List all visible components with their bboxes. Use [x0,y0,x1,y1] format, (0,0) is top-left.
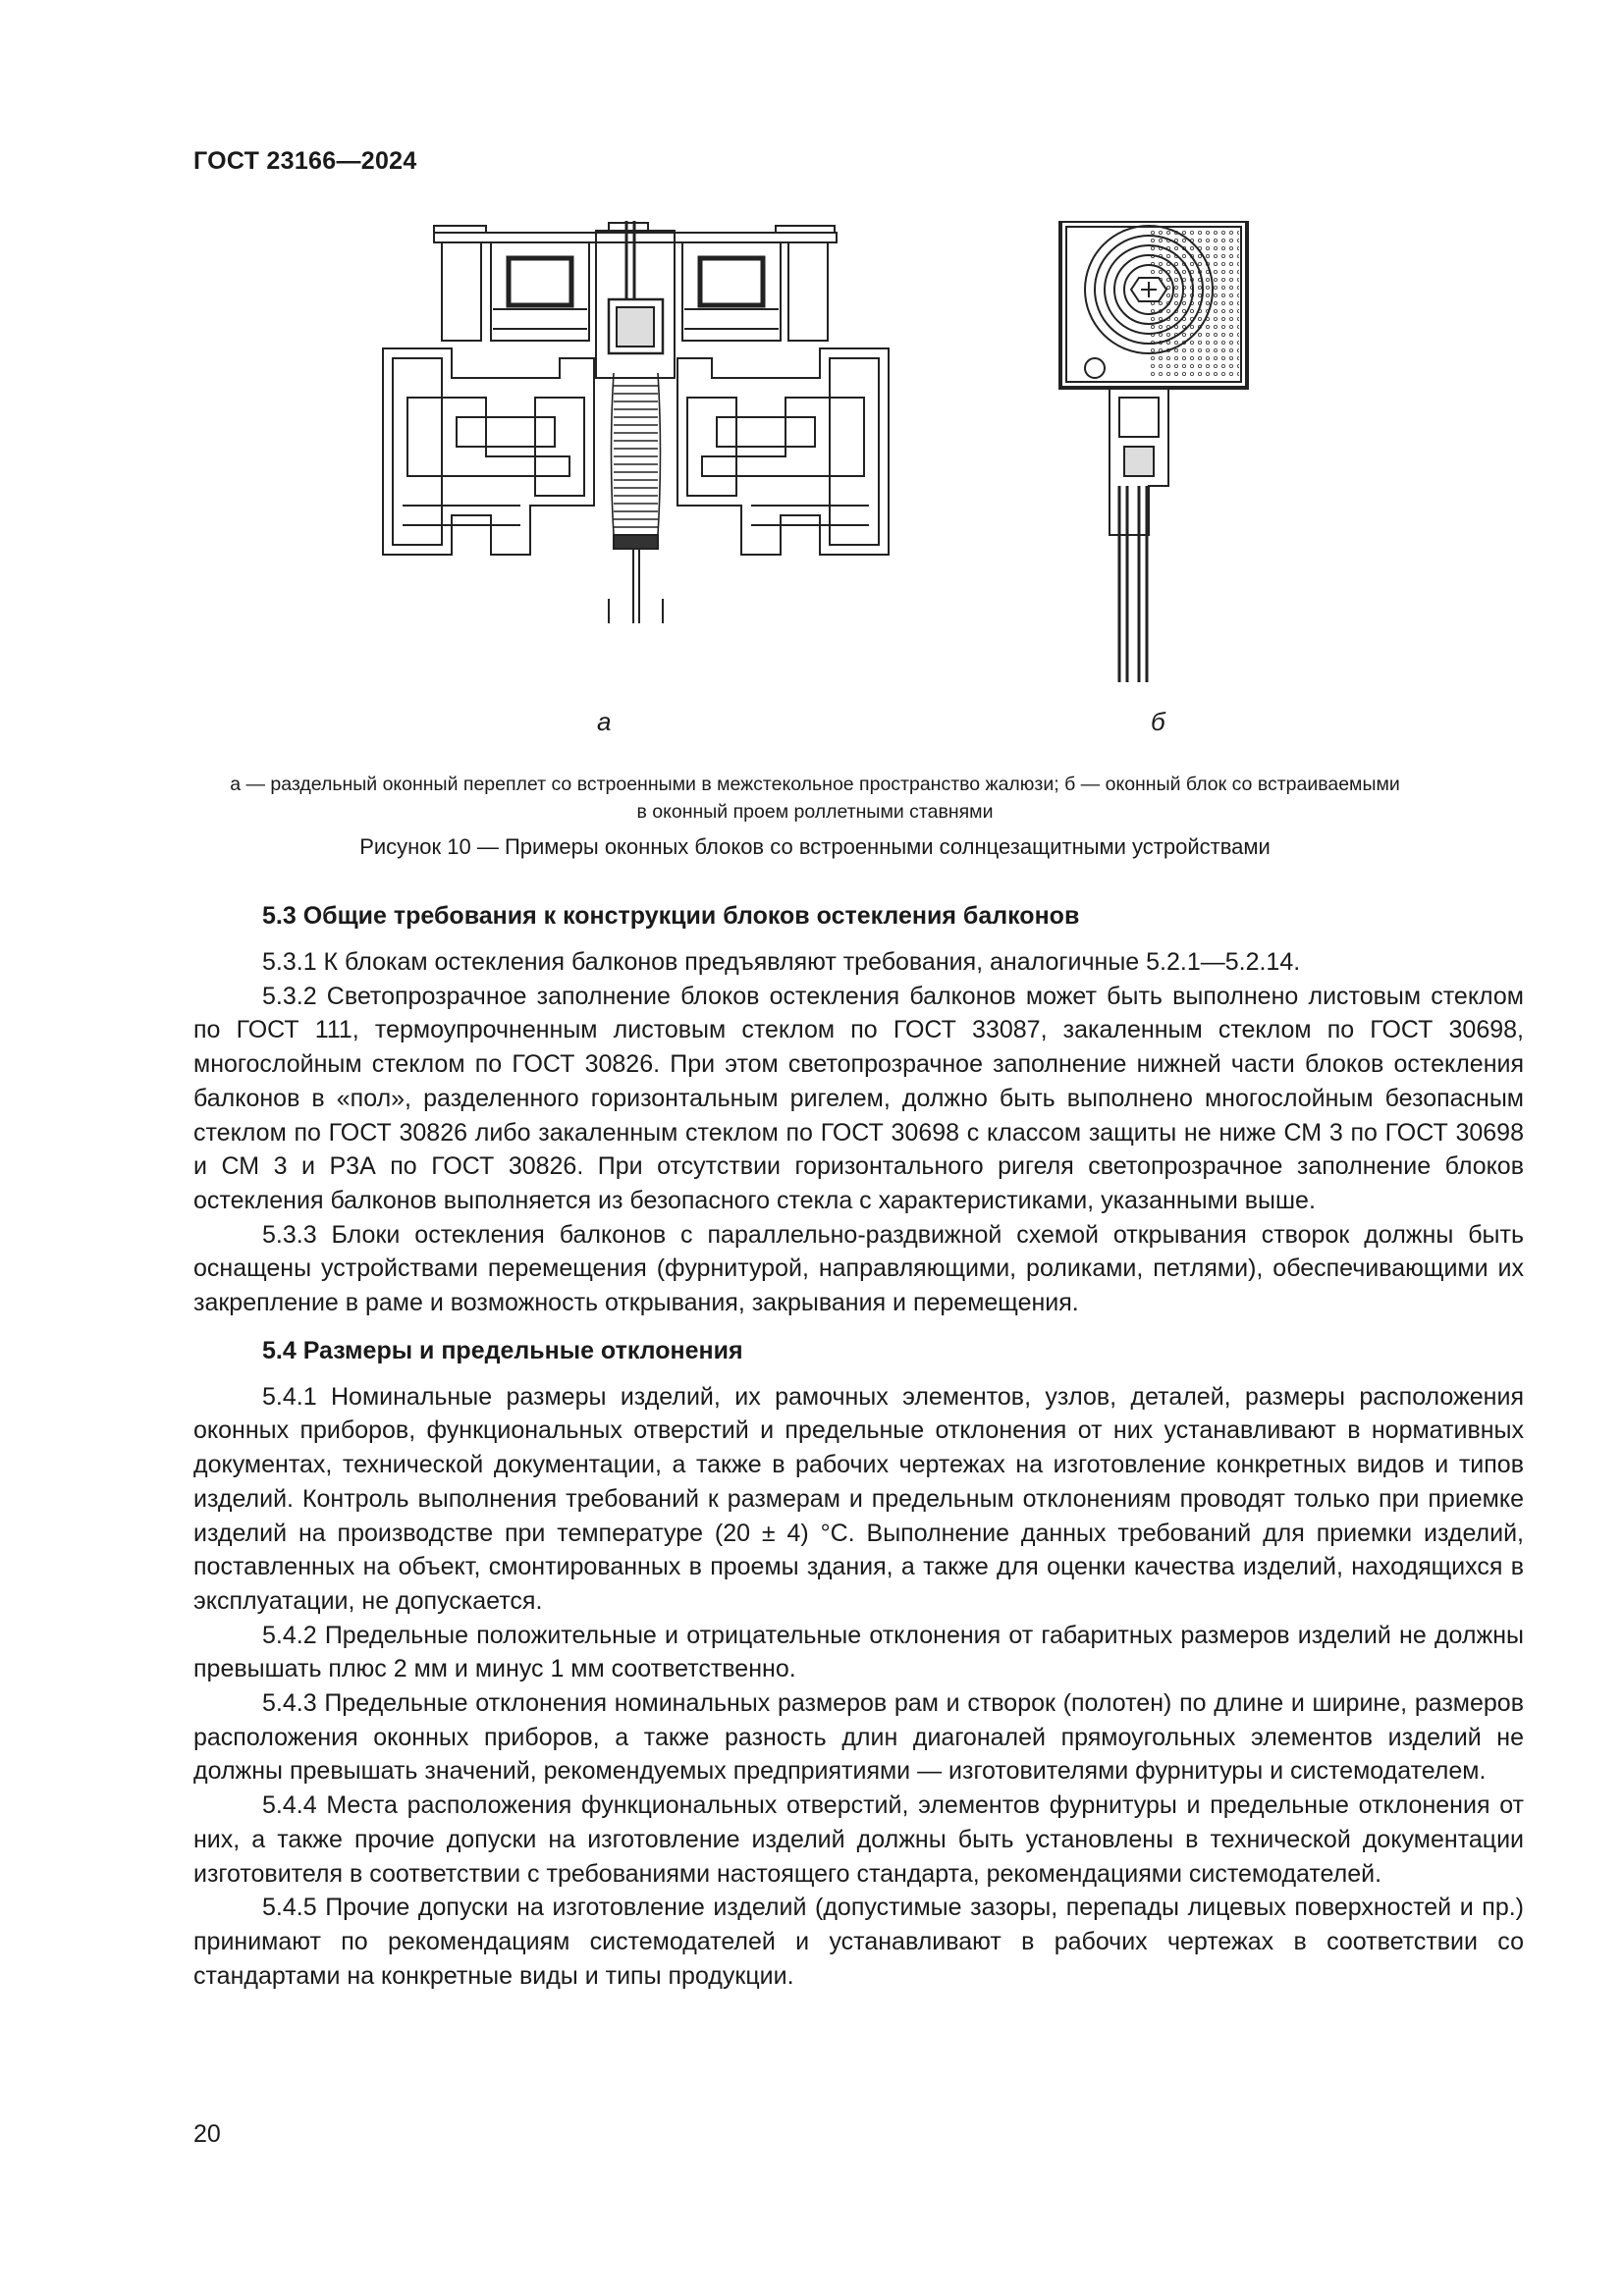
page-number: 20 [193,2120,221,2148]
paragraph-5-4-5: 5.4.5 Прочие допуски на изготовление изделий (допустимые зазоры, перепады лицевых поверхностей и пр.) принимают по рекомендациям системодателей и устанавливают в рабочих чертежах в соответствии со стандартами на конкретные виды и типы продукции. [193,1894,1524,1990]
figure-note-line-2: в оконный проем роллетными ставнями [636,801,994,823]
document-body [193,899,1524,1993]
paragraph-5-4-4: 5.4.4 Места расположения функциональных отверстий, элементов фурнитуры и предельные отклонения от них, а также прочие допуски на изготовление изделий должны быть установлены в технической документации изготовителя в соответствии с требованиями настоящего стандарта, рекомендациями системодателей. [193,1791,1524,1888]
figure-title: Рисунок 10 — Примеры оконных блоков со встроенными солнцезащитными устройствами [359,834,1271,859]
section-5-4-heading: 5.4 Размеры и предельные отклонения [262,1336,743,1364]
paragraph-5-3-1: 5.3.1 К блокам остекления балконов предъявляют требования, аналогичные 5.2.1—5.2.14. [262,948,1301,976]
figure-note [187,771,1443,826]
figure-10-drawings [363,221,1345,731]
drawing-a-window-sash-with-blinds [383,221,889,623]
figure-label-a: а [597,707,612,736]
figure-note-line-1: а — раздельный оконный переплет со встроенными в межстекольное пространство жалюзи; б — оконный блок со встраиваемыми [230,774,1400,795]
document-code-header: ГОСТ 23166—2024 [193,147,417,175]
paragraph-5-4-2: 5.4.2 Предельные положительные и отрицательные отклонения от габаритных размеров изделий не должны превышать плюс 2 мм и минус 1 мм соответственно. [193,1621,1524,1683]
drawing-b-roller-shutter-box [1060,221,1247,682]
paragraph-5-4-1: 5.4.1 Номинальные размеры изделий, их рамочных элементов, узлов, деталей, размеры расположения оконных приборов, функциональных отверстий и предельные отклонения от них устанавливают в нормативных документах, технической документации, а также в рабочих чертежах на изготовление конкретных видов и типов изделий. Контроль выполнения требований к размерам и предельным отклонениям проводят только при приемке изделий на производстве при температуре (20 ± 4) °С. Выполнение данных требований для приемки изделий, поставленных на объект, смонтированных в проемы здания, а также для оценки качества изделий, находящихся в эксплуатации, не допускается. [193,1382,1524,1615]
figure-label-b: б [1151,707,1165,736]
paragraph-5-3-3: 5.3.3 Блоки остекления балконов с параллельно-раздвижной схемой открывания створок должны быть оснащены устройствами перемещения (фурнитурой, направляющими, роликами, петлями), обеспечивающими их закрепление в раме и возможность открывания, закрывания и перемещения. [193,1220,1524,1317]
paragraph-5-3-2: 5.3.2 Светопрозрачное заполнение блоков остекления балконов может быть выполнено листовым стеклом по ГОСТ 111, термоупрочненным листовым стеклом по ГОСТ 33087, закаленным стеклом по ГОСТ 30698, многослойным стеклом по ГОСТ 30826. При этом светопрозрачное заполнение нижней части блоков остекления балконов в «пол», разделенного горизонтальным ригелем, должно быть выполнено многослойным безопасным стеклом по ГОСТ 30826 либо закаленным стеклом по ГОСТ 30698 с классом защиты не ниже СМ 3 по ГОСТ 30698 и СМ 3 и Р3А по ГОСТ 30826. При отсутствии горизонтального ригеля светопрозрачное заполнение блоков остекления балконов выполняется из безопасного стекла с характеристиками, указанными выше. [193,982,1524,1214]
section-5-3-heading: 5.3 Общие требования к конструкции блоков остекления балконов [262,902,1080,930]
paragraph-5-4-3: 5.4.3 Предельные отклонения номинальных размеров рам и створок (полотен) по длине и ширине, размеров расположения оконных приборов, а также разность длин диагоналей прямоугольных элементов изделий не должны превышать значений, рекомендуемых предприятиями — изготовителями фурнитуры и системодателем. [193,1689,1524,1786]
